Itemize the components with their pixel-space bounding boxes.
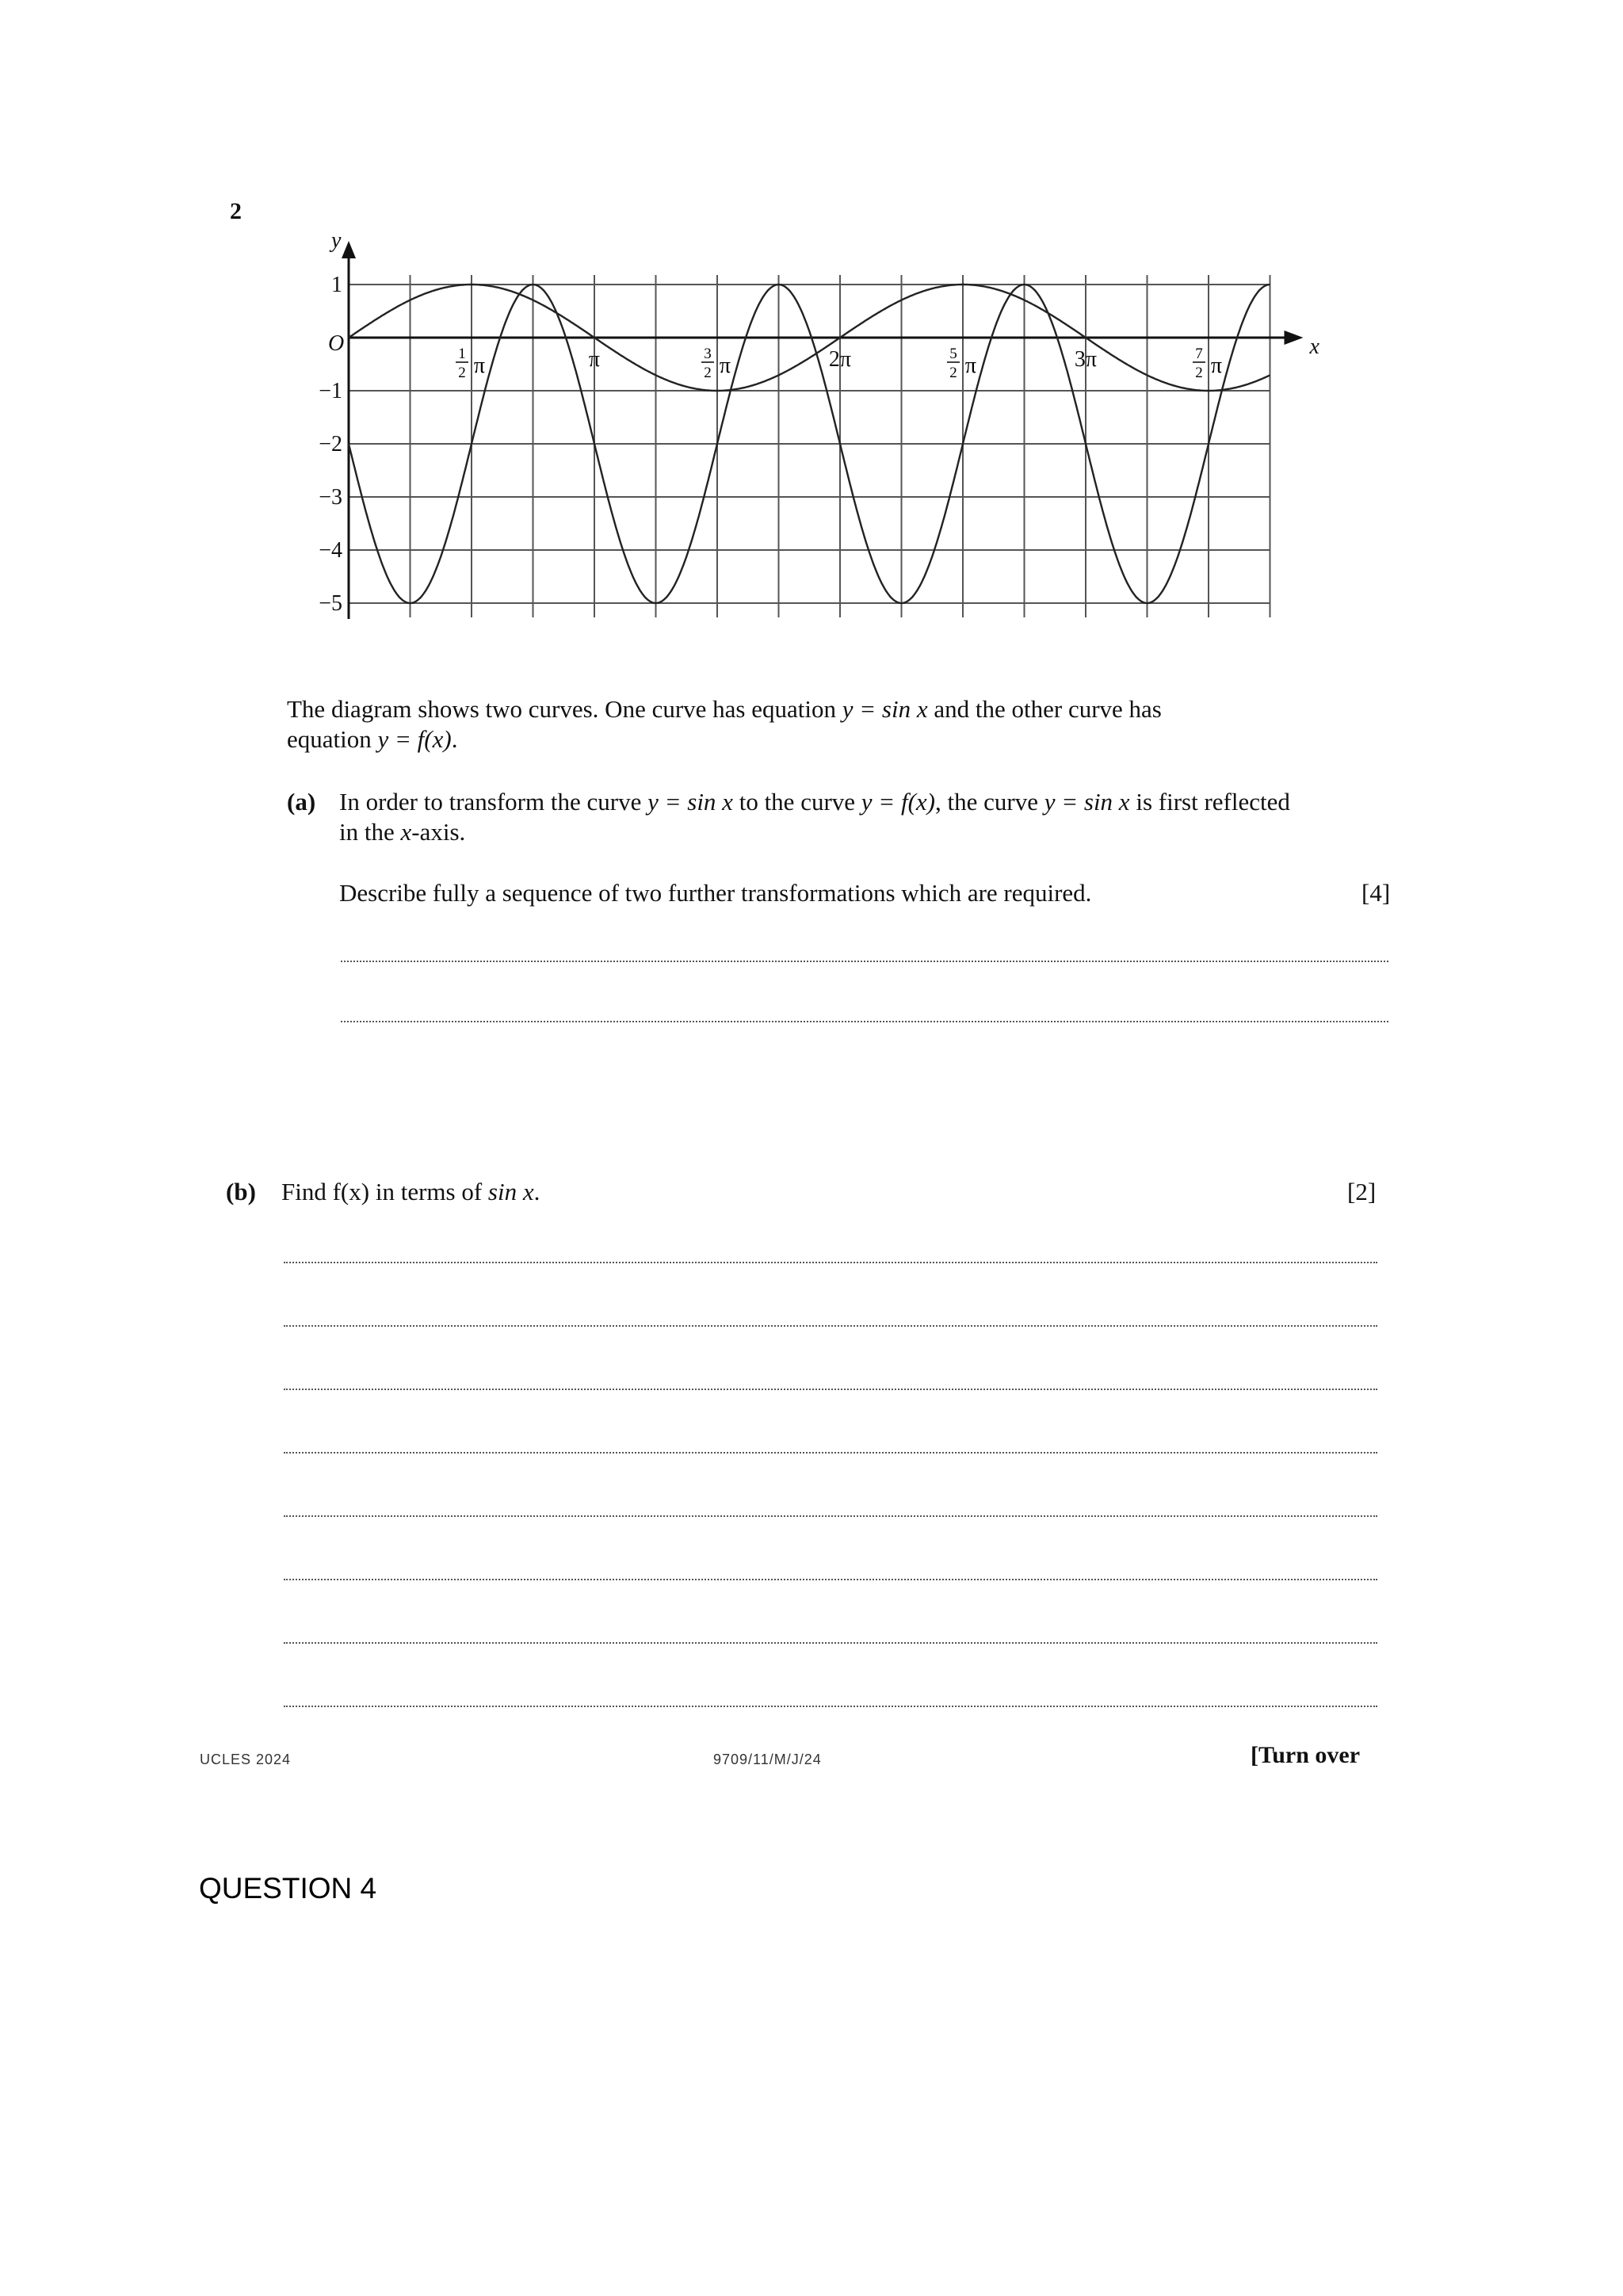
answer-line[interactable]: [284, 1515, 1377, 1517]
x-axis-arrow: [1285, 330, 1304, 345]
graph-labels: [319, 230, 1319, 616]
x-tick-label: [1193, 346, 1222, 381]
footer-turn-over: [Turn over: [1251, 1742, 1361, 1768]
x-tick-label: π: [588, 347, 601, 372]
sine-graph: [293, 230, 1323, 642]
part-b-text-1: Find: [281, 1178, 333, 1205]
y-tick-label: −5: [319, 591, 342, 616]
svg-text:3: 3: [704, 346, 712, 362]
y-tick-label: −4: [319, 538, 342, 563]
answer-line[interactable]: [284, 1389, 1377, 1390]
part-a-axis: x: [400, 818, 412, 846]
answer-line[interactable]: [284, 1579, 1377, 1580]
svg-text:π: π: [719, 353, 731, 378]
intro-eq-1: y = sin x: [842, 695, 928, 723]
answer-line[interactable]: [284, 1262, 1377, 1263]
part-a-text-1: In order to transform the curve: [339, 788, 648, 816]
part-a-text-3: , the curve: [934, 788, 1044, 816]
y-axis-arrow: [342, 241, 356, 258]
part-b-text-2: in terms of: [369, 1178, 488, 1205]
section-label: QUESTION 4: [199, 1872, 377, 1904]
svg-text:2: 2: [949, 365, 957, 381]
x-tick-label: 3π: [1074, 347, 1098, 372]
x-tick-label: 2π: [828, 347, 852, 372]
part-a-text-4: is first reflected: [1129, 788, 1290, 816]
answer-line[interactable]: [341, 961, 1388, 962]
y-tick-label: −1: [319, 379, 342, 403]
svg-text:π: π: [1210, 353, 1223, 378]
answer-line[interactable]: [341, 1021, 1388, 1022]
y-axis-label: y: [331, 230, 342, 253]
svg-text:2: 2: [458, 365, 466, 381]
part-b-label: (b): [226, 1178, 256, 1205]
part-b-text-3: .: [533, 1178, 540, 1205]
footer-paper-code: 9709/11/M/J/24: [713, 1752, 822, 1767]
y-tick-label: −2: [319, 432, 342, 457]
intro-text-3: equation: [287, 725, 378, 753]
y-tick-label: 1: [331, 273, 342, 297]
part-b-fx: f(x): [332, 1178, 370, 1205]
part-a-eq-2: y = f(x): [861, 788, 935, 816]
svg-text:2: 2: [1195, 365, 1203, 381]
question-number: 2: [230, 198, 242, 224]
x-tick-label: [456, 346, 485, 381]
origin-label: O: [328, 331, 345, 356]
intro-paragraph: [287, 694, 1396, 755]
svg-text:2: 2: [704, 365, 712, 381]
part-a-text-5: in the: [339, 818, 401, 846]
part-b-marks: [2]: [1347, 1178, 1377, 1205]
graph-axes: [342, 241, 1304, 619]
part-b-sinx: sin x: [487, 1178, 534, 1205]
answer-line[interactable]: [284, 1452, 1377, 1454]
part-a-instruction: Describe fully a sequence of two further transformations which are required.: [339, 879, 1092, 907]
footer-copyright: UCLES 2024: [200, 1752, 292, 1767]
part-a-eq-1: y = sin x: [647, 788, 733, 816]
y-tick-label: −3: [319, 485, 342, 510]
part-a-text-2: to the curve: [732, 788, 861, 816]
graph-grid: [349, 275, 1270, 617]
x-axis-label: x: [1309, 334, 1319, 359]
part-a-text-6: -axis.: [411, 818, 466, 846]
x-tick-label: [947, 346, 976, 381]
part-a-text: [339, 787, 1401, 847]
part-b-text: [281, 1177, 540, 1207]
intro-eq-2: y = f(x): [377, 725, 452, 753]
svg-text:π: π: [473, 353, 486, 378]
intro-text-2: and the other curve has: [927, 695, 1162, 723]
answer-line[interactable]: [284, 1642, 1377, 1644]
part-a-eq-3: y = sin x: [1044, 788, 1130, 816]
part-a-label: (a): [287, 788, 316, 816]
x-tick-label: [701, 346, 731, 381]
svg-text:7: 7: [1195, 346, 1203, 362]
part-a-marks: [4]: [1361, 879, 1391, 907]
intro-text-4: .: [451, 725, 458, 753]
svg-text:1: 1: [458, 346, 466, 362]
intro-text-1: The diagram shows two curves. One curve has equation: [287, 695, 842, 723]
svg-text:π: π: [964, 353, 977, 378]
answer-line[interactable]: [284, 1706, 1377, 1707]
answer-line[interactable]: [284, 1325, 1377, 1327]
svg-text:5: 5: [949, 346, 957, 362]
